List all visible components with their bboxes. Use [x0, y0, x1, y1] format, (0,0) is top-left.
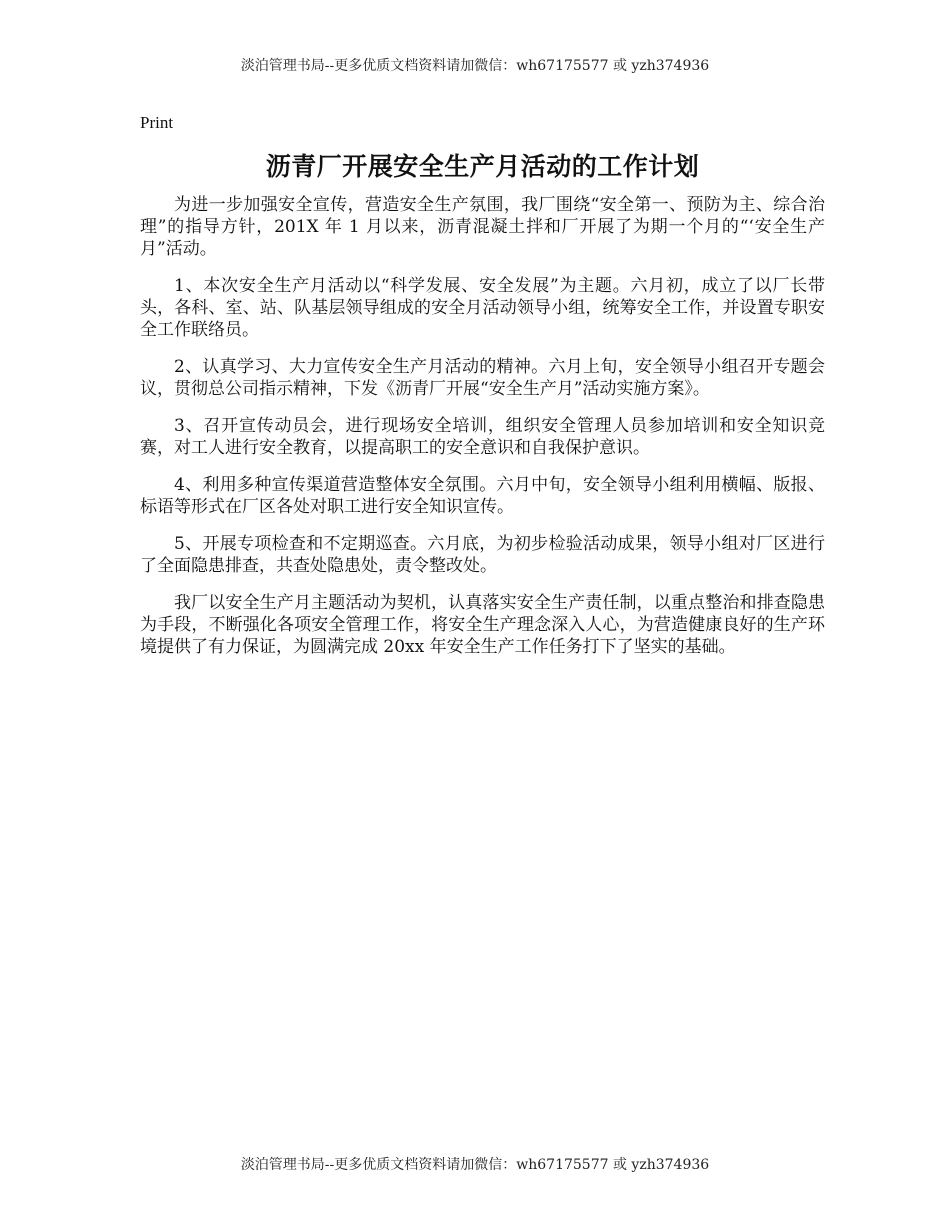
print-label: Print: [140, 113, 174, 132]
paragraph-item-1: 1、本次安全生产月活动以“科学发展、安全发展”为主题。六月初，成立了以厂长带头，各科、室、站、队基层领导组成的安全月活动领导小组，统筹安全工作，并设置专职安全工作联络员。: [140, 276, 825, 340]
paragraph-intro: 为进一步加强安全宣传，营造安全生产氛围，我厂围绕“安全第一、预防为主、综合治理”的指导方针，201X 年 1 月以来，沥青混凝土拌和厂开展了为期一个月的“‘安全生产月”活动。: [140, 195, 825, 259]
paragraph-item-3: 3、召开宣传动员会，进行现场安全培训，组织安全管理人员参加培训和安全知识竞赛，对工人进行安全教育，以提高职工的安全意识和自我保护意识。: [140, 416, 825, 458]
page-header-note: 淡泊管理书局--更多优质文档资料请加微信：wh67175577 或 yzh374936: [240, 58, 710, 74]
page-footer-note: 淡泊管理书局--更多优质文档资料请加微信：wh67175577 或 yzh374936: [240, 1157, 710, 1173]
paragraph-conclusion: 我厂以安全生产月主题活动为契机，认真落实安全生产责任制，以重点整治和排查隐患为手段，不断强化各项安全管理工作，将安全生产理念深入人心，为营造健康良好的生产环境提供了有力保证，为圆满完成 20xx 年安全生产工作任务打下了坚实的基础。: [140, 593, 825, 657]
paragraph-item-4: 4、利用多种宣传渠道营造整体安全氛围。六月中旬，安全领导小组利用横幅、版报、标语等形式在厂区各处对职工进行安全知识宣传。: [140, 475, 825, 517]
paragraph-item-5: 5、开展专项检查和不定期巡查。六月底，为初步检验活动成果，领导小组对厂区进行了全面隐患排查，共查处隐患处，责令整改处。: [140, 534, 825, 576]
document-body: [140, 112, 825, 673]
document-title: 沥青厂开展安全生产月活动的工作计划: [265, 152, 700, 181]
paragraph-item-2: 2、认真学习、大力宣传安全生产月活动的精神。六月上旬，安全领导小组召开专题会议，贯彻总公司指示精神，下发《沥青厂开展“安全生产月”活动实施方案》。: [140, 357, 825, 399]
